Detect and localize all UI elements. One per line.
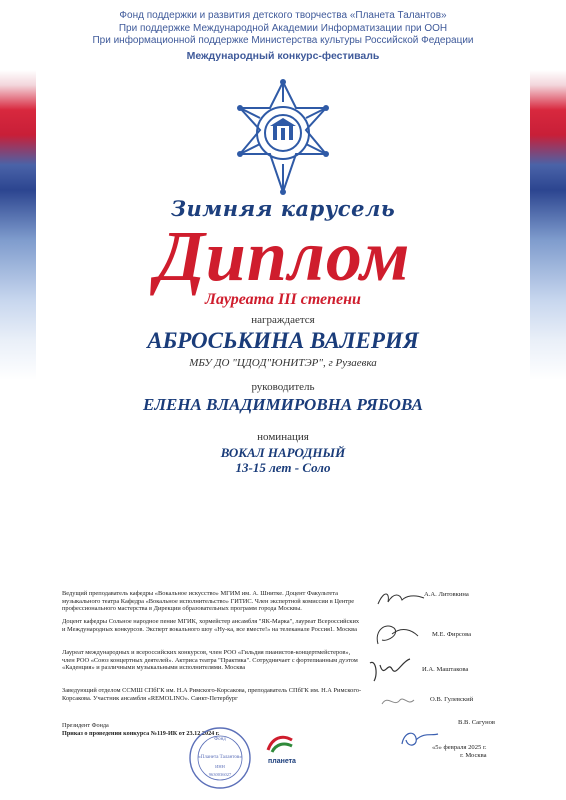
stamp-text-inn: ИНН (215, 764, 225, 769)
signature-1 (376, 588, 426, 610)
order-reference: Приказ о проведении конкурса №119-ИК от 23.12.2024 г. (62, 730, 220, 737)
signature-3 (366, 655, 416, 685)
age-category: 13-15 лет - Соло (235, 460, 331, 475)
diploma-title: Диплом (155, 216, 411, 296)
header-line-3: При информационной поддержке Министерства культуры Российской Федерации (92, 35, 474, 46)
jury-bio-2: Доцент кафедры Сольное народное пение МГИК, хормейстер ансамбля "ЯК-Марка", лауреат Всероссийских и Международных конкурсов. Эксперт вокального шоу «Ну-ка, все вместе!» на телеканале Россия1. Москва (62, 618, 360, 633)
festival-label: Международный конкурс-фестиваль (186, 49, 380, 62)
jury-name-3: И.А. Маштакова (422, 666, 469, 673)
stamp-text-number: 9630036027 (208, 772, 232, 777)
header-line-1: Фонд поддержки и развития детского творчества «Планета Талантов» (119, 10, 447, 21)
city-line: г. Москва (460, 752, 487, 759)
festival-name: Зимняя карусель (170, 196, 396, 221)
jury-name-4: О.В. Гулевский (430, 696, 474, 703)
nomination (0, 445, 566, 475)
nomination-label: номинация (257, 431, 309, 443)
supervisor-label: руководитель (251, 381, 315, 393)
stamp-text-top: Фонд (214, 737, 226, 742)
jury-name-1: А.А. Литовкина (424, 591, 469, 598)
logo-text: планета (268, 758, 296, 765)
laureate-degree: Лауреата III степени (205, 291, 361, 308)
snowflake-carousel-emblem (218, 78, 348, 196)
supervisor-name: ЕЛЕНА ВЛАДИМИРОВНА РЯБОВА (142, 395, 423, 414)
signature-4 (378, 690, 428, 712)
recipient-organization: МБУ ДО "ЦДОД"ЮНИТЭР", г Рузаевка (189, 357, 377, 369)
awarded-label: награждается (251, 314, 315, 326)
signature-2 (372, 620, 422, 650)
stamp-text-center: «Планета Талантов» (198, 755, 242, 760)
jury-bio-4: Заведующий отделом ССМШ СПбГК им. Н.А Римского-Корсакова, преподаватель СПбГК им. Н.А Римского-Корсакова. Участник ансамбля «REMOLINO». Санкт-Петербург (62, 687, 362, 702)
header-line-2: При поддержке Международной Академии Информатизации при ООН (118, 22, 448, 34)
planeta-logo (262, 730, 302, 766)
president-name: В.В. Сагунов (458, 719, 496, 726)
president-label: Президент Фонда (62, 722, 109, 729)
nomination-title: ВОКАЛ НАРОДНЫЙ (220, 445, 346, 460)
recipient-name: АБРОСЬКИНА ВАЛЕРИЯ (147, 328, 419, 353)
header (0, 10, 566, 62)
foundation-stamp (188, 726, 252, 790)
issue-date (432, 744, 487, 760)
jury-bio-3: Лауреат международных и всероссийских конкурсов, член РОО «Гильдия пианистов-концертмейстеров», член РОО «Союз концертных деятелей». Актриса театра "Практика". Сотрудничает с фортепианным дуэтом «Каденция» и различными музыкальными исполнителями. Москва (62, 649, 358, 672)
date-line: «5» февраля 2025 г. (432, 744, 487, 751)
jury-name-2: М.Е. Фирсова (432, 631, 472, 638)
jury-bio-1: Ведущий преподаватель кафедры «Вокальное искусство» МГИМ им. А. Шнитке. Доцент Факультета музыкального театра Кафедра «Вокальное исполнительство» ГИТИС. Член экспертной комиссии в Центре профессионального мастерства в Дирекции образовательных программ города Москвы. (62, 590, 355, 613)
